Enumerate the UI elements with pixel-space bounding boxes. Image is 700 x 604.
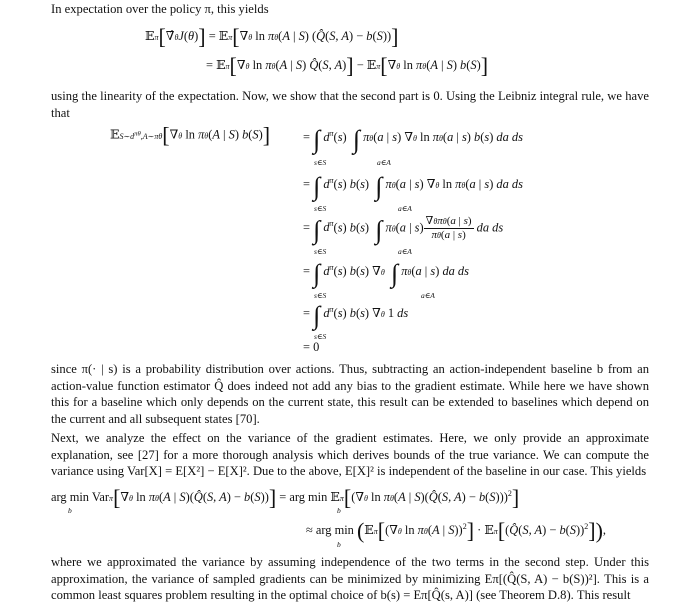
lim-s: s∈S bbox=[314, 158, 327, 167]
lim-a: a∈A bbox=[398, 204, 412, 213]
equation-1-line-1: 𝔼π[∇̂θJ(θ)] = 𝔼π[∇θ ln πθ(A | S) (Q̂(S, A) − b(S))] bbox=[145, 24, 399, 49]
equation-2-line-2: = ∫ $d^\pi(s)$ b(s) ∫ πθ(a | s) ∇θ ln πθ(a | s) da ds bbox=[303, 172, 523, 202]
lim-b: b bbox=[68, 506, 72, 515]
lim-b: b bbox=[337, 540, 341, 549]
paragraph-intro: In expectation over the policy π, this yields bbox=[51, 2, 269, 16]
equation-2-line-5: = ∫ $d^\pi(s)$ b(s) ∇θ 1 ds bbox=[303, 301, 409, 331]
paragraph-variance: Next, we analyze the effect on the variance of the gradient estimates. Here, we only provide an approximate explanation, see [27] for a more thorough analysis which derives bounds of the true variance. We can compute the variance using Var[X] = E[X²] − E[X]². Due to the above, E[X]² is independent of the baseline in our case. This yields bbox=[51, 431, 649, 478]
equation-3-line-1: arg min Varπ[∇θ ln πθ(A | S)(Q̂(S, A) − b(S))] = arg min 𝔼π[(∇θ ln πθ(A | S)(Q̂(S, A) − b(S)))$^2$] bbox=[51, 485, 520, 511]
lim-s: s∈S bbox=[314, 204, 327, 213]
lim-a: a∈A bbox=[421, 291, 435, 300]
lim-s: s∈S bbox=[314, 332, 327, 341]
lim-s: s∈S bbox=[314, 247, 327, 256]
equation-2-lhs: $𝔼S\sim d^{\pi\theta},A\sim\pi\theta[\nabla\theta$ ln πθ(A | S) b(S)] bbox=[110, 122, 271, 148]
equation-1-line-2: = 𝔼π[∇θ ln πθ(A | S) Q̂(S, A)] − 𝔼π[∇θ ln πθ(A | S) b(S)] bbox=[206, 53, 489, 78]
equation-2-line-3: = ∫ $d^\pi(s)$ b(s) ∫ πθ(a | s) $\frac{\text{∇θπθ(a | s)}}{\pi\theta(a | s)}$ da ds bbox=[303, 215, 504, 245]
paragraph-baseline-bias: since π(· | s) is a probability distribution over actions. Thus, subtracting an action-independent baseline b from an action-value function estimator Q̂ does indeed not add any bias to the gradient estimate. While here we have shown this for a baseline which only depends on the current state, this result can be extended to baselines which depend on the current and all subsequent states [70]. bbox=[51, 362, 649, 426]
paragraph-linearity: using the linearity of the expectation. Now, we show that the second part is 0. Using the Leibniz integral rule, we have that bbox=[51, 89, 649, 120]
equation-3-line-2: ≈ arg min (𝔼π[(∇θ ln πθ(A | S))$^2$] · 𝔼π[(Q̂(S, A) − b(S))$^2$]), bbox=[306, 518, 607, 544]
lim-a: a∈A bbox=[398, 247, 412, 256]
lim-b: b bbox=[337, 506, 341, 515]
lim-a: a∈A bbox=[377, 158, 391, 167]
equation-2-line-6: = 0 bbox=[303, 340, 320, 354]
lim-s: s∈S bbox=[314, 291, 327, 300]
equation-2-line-1: = ∫ $d^\pi(s)$ ∫ πθ(a | s) ∇θ ln πθ(a | s) b(s) da ds bbox=[303, 125, 523, 155]
equation-2-line-4: = ∫ $d^\pi(s)$ b(s) ∇θ ∫ πθ(a | s) da ds bbox=[303, 259, 469, 289]
paragraph-least-squares: where we approximated the variance by assuming independence of the two terms in the second step. Under this approximation, the variance of sampled gradients can be minimized by minimizing Eπ[(Q̂(S, A) − b(S))²]. This is a common least squares problem resulting in the optimal choice of b(s) = Eπ[Q̂(s, A)] (see Theorem D.8). This result bbox=[51, 555, 649, 602]
